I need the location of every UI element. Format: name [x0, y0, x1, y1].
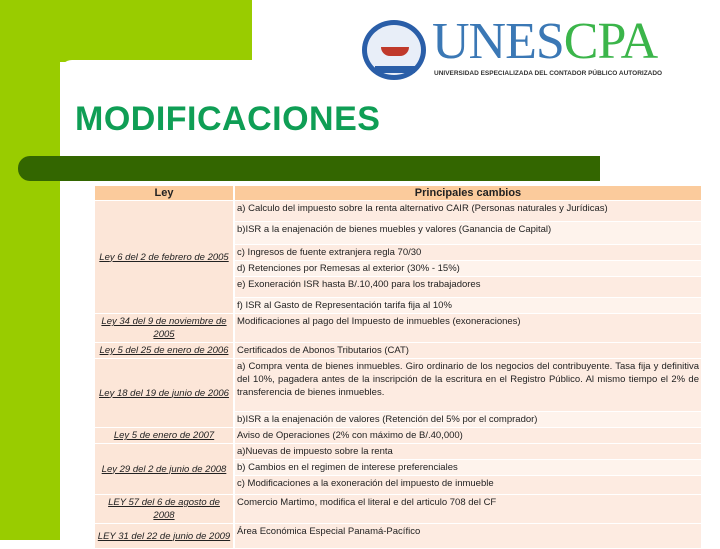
change-cell: b)ISR a la enajenación de valores (Retención del 5% por el comprador): [235, 412, 701, 427]
table-row: [95, 524, 701, 548]
change-cell: Certificados de Abonos Tributarios (CAT): [235, 343, 701, 358]
change-cell: c) Ingresos de fuente extranjera regla 70/30: [235, 245, 701, 260]
law-link[interactable]: Ley 5 de enero de 2007: [95, 428, 233, 443]
change-cell: b)ISR a la enajenación de bienes muebles y valores (Ganancia de Capital): [235, 222, 701, 244]
change-cell: c) Modificaciones a la exoneración del impuesto de inmueble: [235, 476, 701, 494]
background-accent-block: [0, 0, 252, 62]
logo-wordmark: [432, 12, 657, 72]
unescpa-logo: [360, 13, 690, 82]
table-header-row: [95, 186, 701, 200]
logo-text-unes: UNES: [432, 13, 564, 70]
table-row: [95, 314, 701, 342]
change-cell: Comercio Martimo, modifica el literal e del articulo 708 del CF: [235, 495, 701, 523]
logo-text-cpa: CPA: [563, 13, 658, 70]
law-link[interactable]: LEY 57 del 6 de agosto de 2008: [95, 495, 233, 523]
change-cell: d) Retenciones por Remesas al exterior (30% - 15%): [235, 261, 701, 276]
page-title: MODIFICACIONES: [75, 100, 381, 138]
change-cell: a) Compra venta de bienes inmuebles. Giro ordinario de los negocios del contribuyente. Tasa fija y definitiva del 10%, pagadera antes de la inscripción de la escritura en el Registro Público. Al mismo tiempo el 2% de transferencia de bienes inmuebles.: [235, 359, 701, 411]
change-cell: b) Cambios en el regimen de interese preferenciales: [235, 460, 701, 475]
law-link[interactable]: Ley 18 del 19 de junio de 2006: [95, 359, 233, 427]
lamp-seal-icon: [362, 20, 426, 80]
table-row: [95, 428, 701, 443]
table-row: [95, 444, 701, 459]
change-cell: f) ISR al Gasto de Representación tarifa fija al 10%: [235, 298, 701, 313]
change-cell: a)Nuevas de impuesto sobre la renta: [235, 444, 701, 459]
table-row: [95, 201, 701, 221]
law-link[interactable]: LEY 31 del 22 de junio de 2009: [95, 524, 233, 548]
change-cell: e) Exoneración ISR hasta B/.10,400 para los trabajadores: [235, 277, 701, 297]
law-link[interactable]: Ley 5 del 25 de enero de 2006: [95, 343, 233, 358]
change-cell: Aviso de Operaciones (2% con máximo de B/.40,000): [235, 428, 701, 443]
table-row: [95, 495, 701, 523]
change-cell: Modificaciones al pago del Impuesto de inmuebles (exoneraciones): [235, 314, 701, 342]
change-cell: a) Calculo del impuesto sobre la renta alternativo CAIR (Personas naturales y Jurídicas): [235, 201, 701, 221]
law-link[interactable]: Ley 29 del 2 de junio de 2008: [95, 444, 233, 494]
header-cambios: Principales cambios: [235, 186, 701, 200]
logo-subtitle: UNIVERSIDAD ESPECIALIZADA DEL CONTADOR PÚBLICO AUTORIZADO: [434, 70, 663, 77]
title-divider-bar: [18, 156, 600, 181]
law-link[interactable]: Ley 34 del 9 de noviembre de 2005: [95, 314, 233, 342]
header-ley: Ley: [95, 186, 233, 200]
background-accent-strip: [0, 0, 60, 540]
change-cell: Área Económica Especial Panamá-Pacífico: [235, 524, 701, 548]
table-row: [95, 359, 701, 411]
table-row: [95, 343, 701, 358]
law-link[interactable]: Ley 6 del 2 de febrero de 2005: [95, 201, 233, 313]
modifications-table: [93, 185, 703, 549]
